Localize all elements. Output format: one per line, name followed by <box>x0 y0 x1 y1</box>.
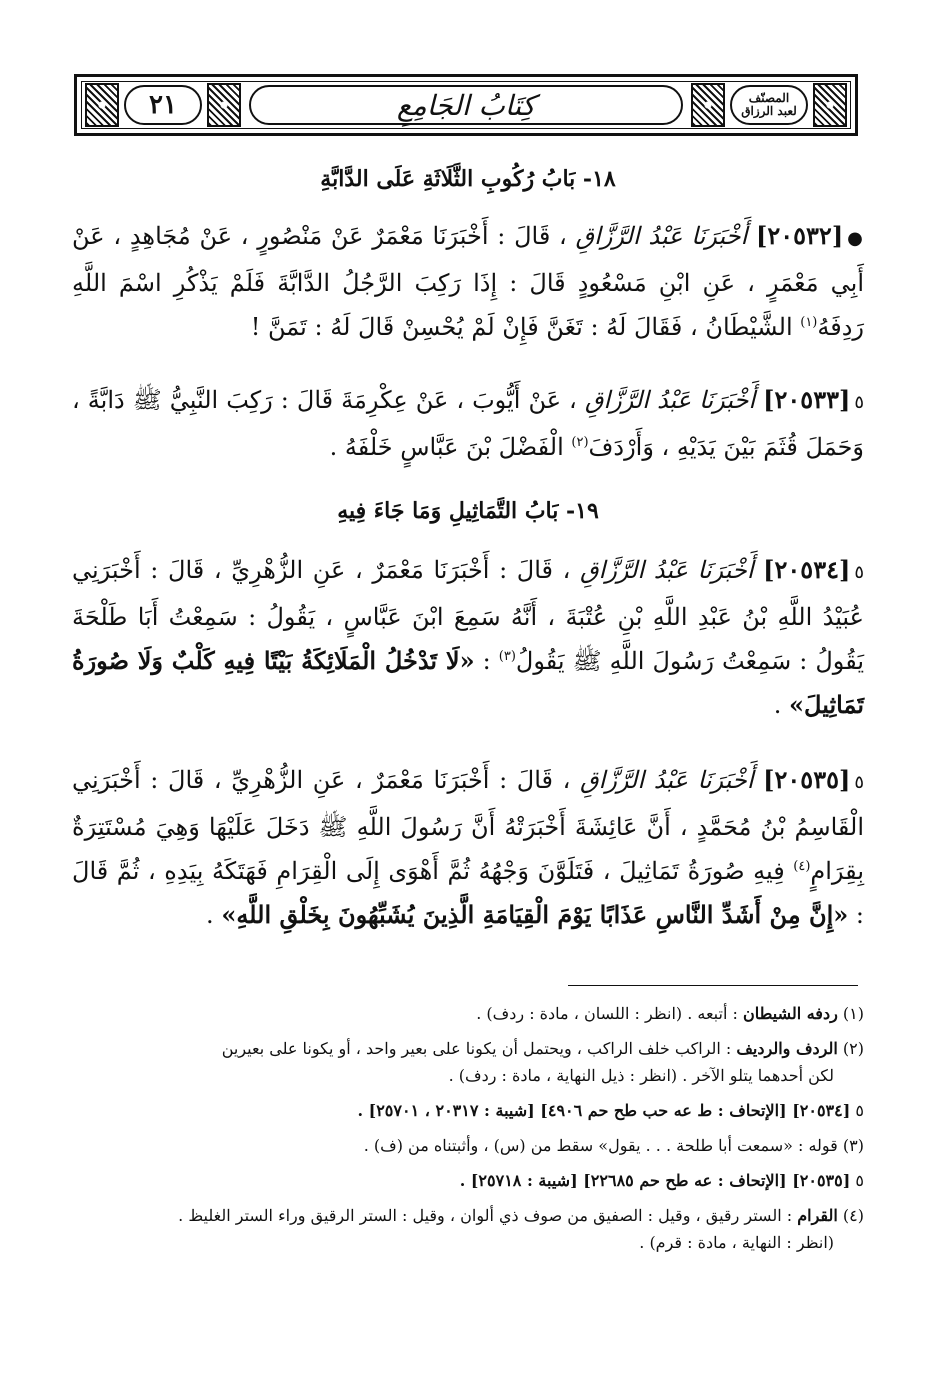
hadith-text: ، قَالَ : أَخْبَرَنَا مَعْمَرٌ ، عَنِ الزُّهْرِيِّ ، قَالَ : أَخْبَرَنِي الْقَاسِمُ بْنُ مُحَمَّدٍ ، أَنَّ عَائِشَةَ أَخْبَرَتْهُ أَنَّ رَسُولَ اللَّهِ ﷺ دَخَلَ عَلَيْهَا وَهِيَ مُسْتَتِرَةٌ بِقِرَامٍ <box>72 766 865 885</box>
footnote-number: (٣) <box>842 1136 864 1155</box>
hadith-number: [٢٠٥٣٣] <box>763 385 851 414</box>
open-circle-icon: ٥ <box>854 562 864 583</box>
isnad-lead: أَخْبَرَنَا عَبْدُ الرَّزَّاقِ <box>580 766 754 794</box>
footnote-number: (١) <box>842 1004 864 1023</box>
hadith-text-cont: الشَّيْطَانُ ، فَقَالَ لَهُ : تَغَنَّ فَإِنْ لَمْ يُحْسِنْ قَالَ لَهُ : تَمَنَّ ! <box>250 313 801 341</box>
open-circle-icon: ٥ <box>854 772 864 793</box>
footnote-ref[interactable]: (٤) <box>793 859 811 874</box>
footnote-text: : الراكب خلف الراكب ، ويحتمل أن يكونا على بعير واحد ، أو يكونا على بعيرين <box>221 1039 732 1058</box>
open-circle-icon: ٥ <box>854 392 864 413</box>
footnote-ref[interactable]: (٣) <box>498 649 516 664</box>
isnad-lead: أَخْبَرَنَا عَبْدُ الرَّزَّاقِ <box>584 386 756 414</box>
hadith-20533 <box>72 378 864 469</box>
chapter-heading: ١٩- بَابُ التَّمَاثِيلِ وَمَا جَاءَ فِيهِ <box>337 498 599 524</box>
filled-circle-icon: ● <box>847 228 864 249</box>
ornament-icon <box>207 83 241 127</box>
footnote-1 <box>72 1000 864 1027</box>
footnote-number: (٢) <box>842 1039 864 1058</box>
hadith-matn: «لَا تَدْخُلُ الْمَلَائِكَةُ بَيْتًا فِيهِ كَلْبٌ وَلَا صُورَةُ تَمَاثِيلَ» <box>72 646 864 719</box>
page-number-cartouche <box>124 85 202 125</box>
hadith-20532 <box>72 214 864 349</box>
source-logo <box>741 92 797 118</box>
book-title: كِتَابُ الجَامِعِ <box>396 88 536 122</box>
reference-20535 <box>72 1167 864 1194</box>
page-number: ٢١ <box>149 90 177 120</box>
hadith-text: ، عَنْ أَيُّوبَ ، عَنْ عِكْرِمَةَ قَالَ : رَكِبَ النَّبِيُّ ﷺ دَابَّةً ، وَحَمَلَ قُثَمَ بَيْنَ يَدَيْهِ ، وَأَرْدَفَ <box>72 386 864 461</box>
hadith-20535 <box>72 758 864 937</box>
hadith-text: ، قَالَ : أَخْبَرَنَا مَعْمَرٌ ، عَنِ الزُّهْرِيِّ ، قَالَ : أَخْبَرَنِي عُبَيْدُ اللَّهِ بْنُ عَبْدِ اللَّهِ بْنِ عُتْبَةَ ، أَنَّهُ سَمِعَ ابْنَ عَبَّاسٍ ، يَقُولُ : سَمِعْتُ أَبَا طَلْحَةَ يَقُولُ : سَمِعْتُ رَسُولَ اللَّهِ ﷺ يَقُولُ <box>72 556 865 675</box>
footnote-ref[interactable]: (٢) <box>571 435 589 450</box>
footnote-2 <box>72 1035 864 1062</box>
hadith-20534 <box>72 548 864 727</box>
source-cartouche <box>730 85 808 125</box>
footnote-term: ردفه الشيطان <box>742 1004 838 1023</box>
footnote-3 <box>72 1132 864 1159</box>
footnote-4 <box>72 1202 864 1229</box>
ornament-icon <box>691 83 725 127</box>
hadith-number: [٢٠٥٣٥] <box>763 765 851 794</box>
footnote-text: قوله : «سمعت أبا طلحة . . . يقول» سقط من (س) ، وأثبتناه من (ف) . <box>363 1136 838 1155</box>
hadith-matn: «إِنَّ مِنْ أَشَدِّ النَّاسِ عَذَابًا يَوْمَ الْقِيَامَةِ الَّذِينَ يُشَبِّهُونَ بِخَلْقِ اللَّهِ» <box>221 900 849 929</box>
book-title-cartouche <box>249 85 683 125</box>
footnote-ref[interactable]: (١) <box>800 315 818 330</box>
footnote-term: الردف والرديف <box>736 1039 838 1058</box>
hadith-text: ، قَالَ : أَخْبَرَنَا مَعْمَرٌ عَنْ مَنْصُورٍ ، عَنْ مُجَاهِدٍ ، عَنْ أَبِي مَعْمَرٍ ، عَنِ ابْنِ مَسْعُودٍ قَالَ : إِذَا رَكِبَ الرَّجُلُ الدَّابَّةَ فَلَمْ يَذْكُرِ اسْمَ اللَّهِ رَدِفَهُ <box>72 222 864 341</box>
footnotes <box>72 1000 864 1256</box>
footnote-4-continued: (انظر : النهاية ، مادة : قرم) . <box>639 1233 834 1252</box>
hadith-text-sep: : <box>474 647 499 675</box>
footnote-term: القرام <box>797 1206 838 1225</box>
footnote-divider <box>568 985 858 986</box>
footnote-text: : أتبعه . (انظر : اللسان ، مادة : ردف) . <box>476 1004 738 1023</box>
hadith-text-cont: الْفَضْلَ بْنَ عَبَّاسٍ خَلْفَهُ . <box>329 433 572 461</box>
chapter-heading: ١٨- بَابُ رُكُوبِ الثَّلَاثَةِ عَلَى الدَّابَّةِ <box>320 166 616 192</box>
hadith-number: [٢٠٥٣٢] <box>756 221 844 250</box>
hadith-number: [٢٠٥٣٤] <box>763 555 851 584</box>
hadith-end: . <box>206 901 222 929</box>
reference-text: [٢٠٥٣٤] [الإتحاف : ط عه حب طح حم ٤٩٠٦] [شيبة : ٢٠٣١٧ ، ٢٥٧٠١] . <box>357 1101 851 1120</box>
hadith-end: . <box>773 691 790 719</box>
running-header <box>74 74 858 136</box>
isnad-lead: أَخْبَرَنَا عَبْدُ الرَّزَّاقِ <box>580 556 754 584</box>
source-line-2: لعبد الرزاق <box>741 104 797 118</box>
isnad-lead: أَخْبَرَنَا عَبْدُ الرَّزَّاقِ <box>575 222 748 250</box>
reference-text: [٢٠٥٣٥] [الإتحاف : عه طح حم ٢٢٦٨٥] [شيبة : ٢٥٧١٨] . <box>459 1171 851 1190</box>
footnote-text: : الستر رقيق ، وقيل : الصفيق من صوف ذي ألوان ، وقيل : الستر الرقيق وراء الستر الغليظ . <box>178 1206 793 1225</box>
source-line-1: المصنّف <box>748 91 790 105</box>
ornament-icon <box>85 83 119 127</box>
hadith-text-cont: فِيهِ صُورَةُ تَمَاثِيلَ ، فَتَلَوَّنَ وَجْهُهُ ثُمَّ أَهْوَى إِلَى الْقِرَامِ فَهَتَكَهُ بِيَدِهِ ، ثُمَّ قَالَ : <box>72 857 864 929</box>
reference-20534 <box>72 1097 864 1124</box>
footnote-number: (٤) <box>842 1206 864 1225</box>
ornament-icon <box>813 83 847 127</box>
footnote-2-continued: لكن أحدهما يتلو الآخر . (انظر : ذيل النهاية ، مادة : ردف) . <box>448 1066 834 1085</box>
open-circle-icon: ٥ <box>855 1171 864 1190</box>
open-circle-icon: ٥ <box>855 1101 864 1120</box>
